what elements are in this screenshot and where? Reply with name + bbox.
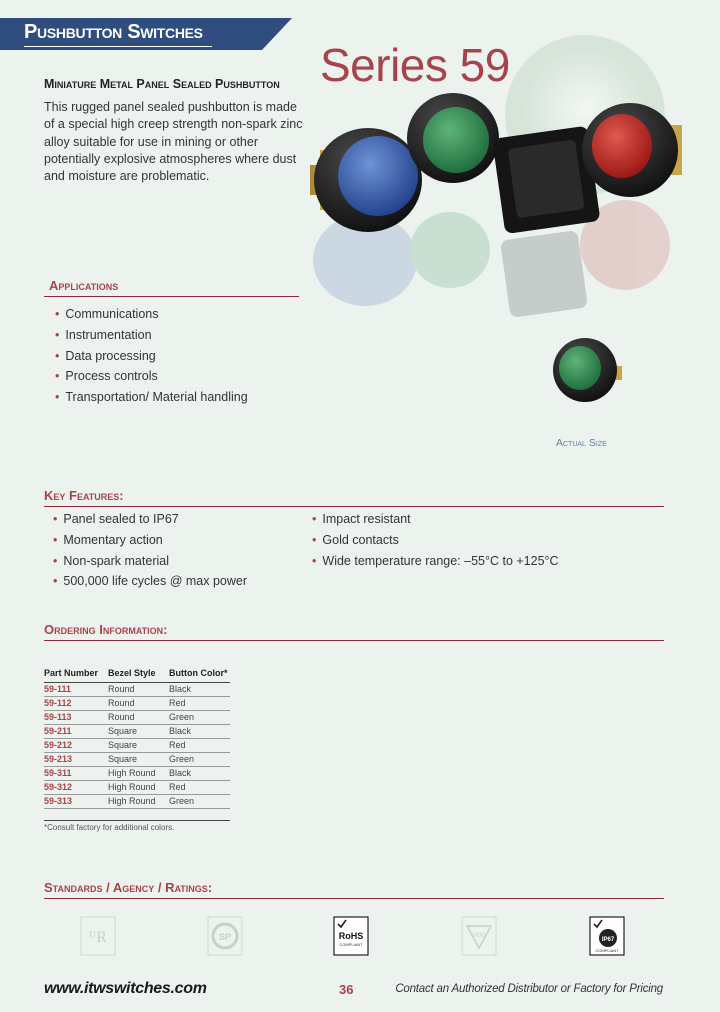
list-item-text: Communications	[65, 307, 159, 321]
ordering-rule	[44, 640, 664, 641]
part-number-cell: 59-113	[44, 710, 108, 724]
table-row	[44, 766, 230, 780]
part-number-cell: 59-313	[44, 794, 108, 808]
part-number-cell: 59-312	[44, 780, 108, 794]
button-color-cell: Black	[169, 682, 230, 696]
button-color-cell: Red	[169, 738, 230, 752]
standards-heading: Standards / Agency / Ratings:	[44, 880, 213, 895]
standards-rule	[44, 898, 664, 899]
column-header: Button Color*	[169, 664, 230, 682]
table-row	[44, 696, 230, 710]
ordering-table-body	[44, 682, 230, 808]
list-item-text: Non-spark material	[63, 553, 169, 568]
header-banner	[0, 18, 300, 50]
table-row	[44, 724, 230, 738]
list-item-text: Wide temperature range: –55°C to +125°C	[322, 553, 559, 568]
bezel-style-cell: High Round	[108, 794, 169, 808]
list-item-text: Panel sealed to IP67	[63, 512, 179, 526]
button-color-cell: Black	[169, 724, 230, 738]
part-number-cell: 59-212	[44, 738, 108, 752]
ur-icon	[80, 916, 116, 956]
bezel-style-cell: Round	[108, 682, 169, 696]
list-item: • Process controls	[55, 369, 158, 384]
list-item: • Data processing	[55, 348, 156, 363]
ordering-table	[44, 664, 230, 809]
key-features-left	[53, 509, 247, 592]
applications-list	[55, 304, 248, 408]
list-item: • 500,000 life cycles @ max power	[53, 574, 247, 589]
column-header: Bezel Style	[108, 664, 169, 682]
applications-rule	[44, 296, 299, 297]
vde-icon	[461, 916, 497, 956]
bezel-style-cell: High Round	[108, 780, 169, 794]
bezel-style-cell: Square	[108, 724, 169, 738]
ip67-icon	[589, 916, 625, 956]
banner-rule	[24, 46, 212, 47]
list-item-text: Process controls	[65, 369, 158, 384]
list-item: • Instrumentation	[55, 327, 152, 342]
bezel-style-cell: Square	[108, 738, 169, 752]
part-number-cell: 59-213	[44, 752, 108, 766]
page-number: 36	[339, 982, 354, 997]
rohs-icon-text: RoHS	[338, 931, 364, 941]
ordering-heading: Ordering Information:	[44, 622, 168, 637]
list-item-text: 500,000 life cycles @ max power	[63, 574, 247, 589]
table-header-row	[44, 664, 230, 682]
table-row	[44, 710, 230, 724]
column-header: Part Number	[44, 664, 108, 682]
button-color-cell: Black	[169, 766, 230, 780]
bezel-style-cell: Square	[108, 752, 169, 766]
part-number-cell: 59-311	[44, 766, 108, 780]
list-item: • Wide temperature range: –55°C to +125°C	[312, 553, 559, 568]
footer-note: Contact an Authorized Distributor or Factory for Pricing	[395, 983, 663, 995]
button-color-cell: Green	[169, 710, 230, 724]
list-item-text: Gold contacts	[322, 532, 399, 547]
vde-icon-text: VDE	[472, 933, 486, 939]
bezel-style-cell: Round	[108, 710, 169, 724]
table-row	[44, 682, 230, 696]
ordering-footnote: *Consult factory for additional colors.	[44, 820, 230, 832]
list-item-text: Momentary action	[63, 532, 163, 547]
list-item: • Impact resistant	[312, 512, 411, 526]
button-color-cell: Green	[169, 752, 230, 766]
table-row	[44, 738, 230, 752]
button-color-cell: Red	[169, 780, 230, 794]
footer-url-link[interactable]: www.itwswitches.com	[44, 980, 207, 997]
ur-icon-text: ᵁR	[89, 929, 107, 946]
list-item: • Transportation/ Material handling	[55, 390, 248, 405]
applications-heading: Applications	[49, 278, 119, 293]
part-number-cell: 59-211	[44, 724, 108, 738]
bezel-style-cell: High Round	[108, 766, 169, 780]
button-color-cell: Green	[169, 794, 230, 808]
category-title: Pushbutton Switches	[24, 21, 203, 43]
product-description: This rugged panel sealed pushbutton is made of a special high creep strength non-spark zinc alloy suitable for use in mining or other potentially explosive atmospheres where dust and moisture are problematic.	[44, 100, 303, 184]
rohs-icon	[333, 916, 369, 956]
csa-icon-text: SP	[218, 932, 232, 942]
list-item: • Panel sealed to IP67	[53, 512, 179, 526]
key-features-heading: Key Features:	[44, 488, 124, 503]
product-photo	[300, 30, 720, 450]
list-item: • Communications	[55, 307, 159, 321]
table-row	[44, 752, 230, 766]
list-item-text: Transportation/ Material handling	[65, 390, 248, 405]
key-features-rule	[44, 506, 664, 507]
list-item-text: Impact resistant	[322, 512, 411, 526]
table-row	[44, 794, 230, 808]
list-item: • Momentary action	[53, 532, 163, 547]
list-item-text: Data processing	[65, 348, 156, 363]
csa-icon	[207, 916, 243, 956]
part-number-cell: 59-112	[44, 696, 108, 710]
rohs-icon-sub: COMPLIANT	[339, 942, 363, 947]
ip67-icon-sub: COMPLIANT	[595, 948, 619, 953]
series-title: Series 59	[320, 39, 510, 91]
actual-size-label: Actual Size	[556, 437, 607, 449]
button-color-cell: Red	[169, 696, 230, 710]
table-row	[44, 780, 230, 794]
list-item-text: Instrumentation	[65, 327, 152, 342]
list-item: • Gold contacts	[312, 532, 399, 547]
key-features-right	[312, 509, 559, 571]
ip67-icon-text: IP67	[601, 937, 615, 943]
product-subtitle: Miniature Metal Panel Sealed Pushbutton	[44, 77, 280, 91]
part-number-cell: 59-111	[44, 682, 108, 696]
bezel-style-cell: Round	[108, 696, 169, 710]
list-item: • Non-spark material	[53, 553, 169, 568]
